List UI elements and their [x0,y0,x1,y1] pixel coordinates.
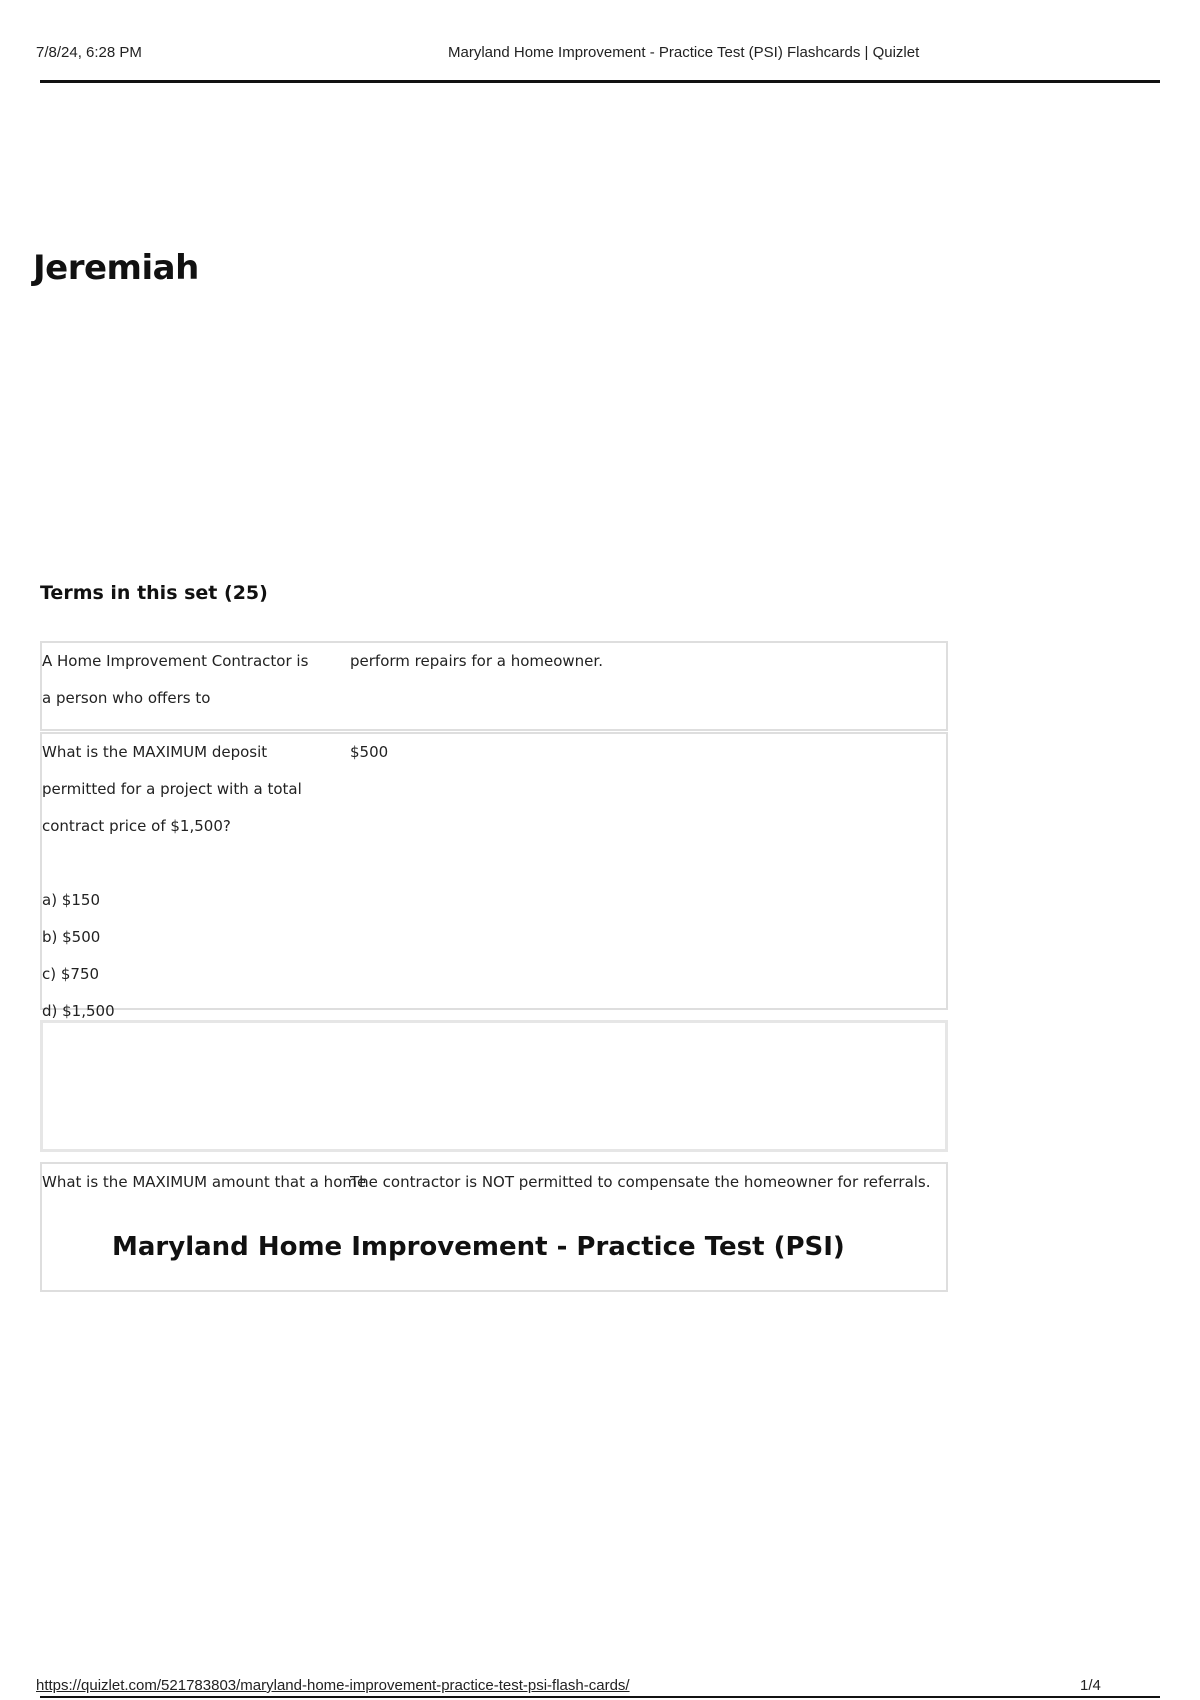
print-footer [36,1677,1160,1697]
terms-heading: Terms in this set (25) [40,582,268,604]
header-divider [40,80,1160,83]
page-url-link[interactable]: https://quizlet.com/521783803/maryland-home-improvement-practice-test-psi-flash-cards/ [36,1677,630,1694]
definition-text: perform repairs for a homeowner. [350,652,603,670]
definition-text: The contractor is NOT permitted to compensate the homeowner for referrals. [350,1173,931,1191]
term-card [40,732,948,1020]
term-text: A Home Improvement Contractor is a person who offers to [42,652,309,707]
term-text: What is the MAXIMUM deposit permitted for a project with a total contract price of $1,500? a) $150 b) $500 c) $750 d) $1,500 [42,743,302,1020]
creator-name[interactable]: Jeremiah [33,248,199,288]
page-number: 1/4 [1080,1677,1101,1694]
term-text: What is the MAXIMUM amount that a home [42,1173,367,1191]
term-card [40,641,948,731]
definition-text: $500 [350,743,389,761]
print-date: 7/8/24, 6:28 PM [36,44,142,61]
set-title: Maryland Home Improvement - Practice Test (PSI) [112,1232,845,1262]
print-page-title: Maryland Home Improvement - Practice Test (PSI) Flashcards | Quizlet [448,44,920,61]
print-header [36,44,1160,64]
footer-divider [40,1696,1160,1698]
term-card-empty [40,1020,948,1152]
term-card [40,1162,948,1292]
